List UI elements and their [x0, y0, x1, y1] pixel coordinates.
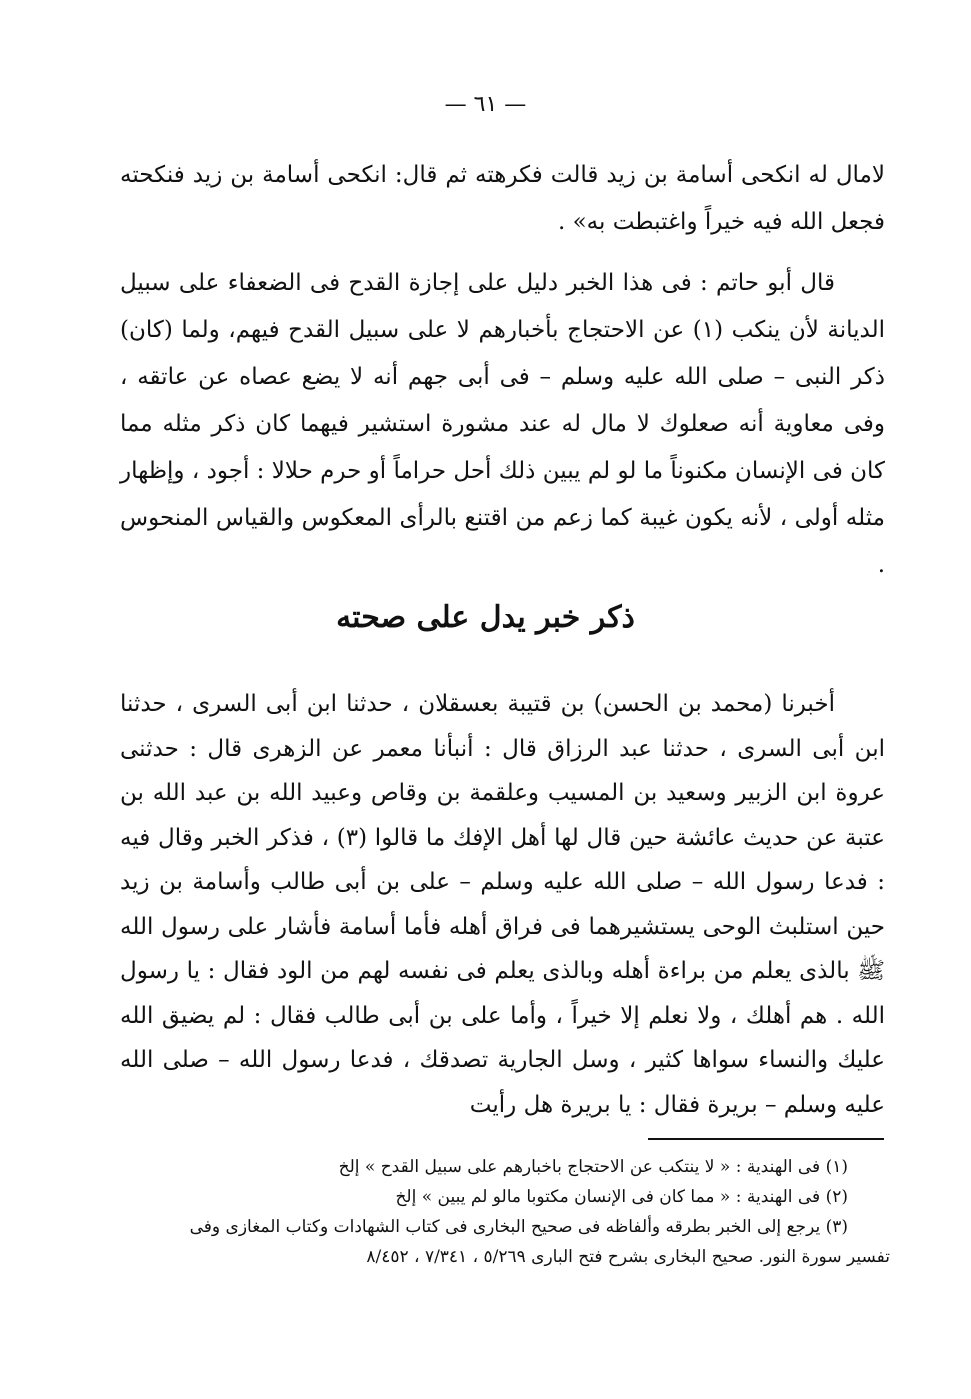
paragraph-hadith: أخبرنا (محمد بن الحسن) بن قتيبة بعسقلان ، حدثنا ابن أبى السرى ، حدثنا ابن أبى السرى ، حدثنا عبد الرزاق قال : أنبأنا معمر عن الزهرى قال : حدثنى عروة ابن الزبير وسعيد بن المسيب وعلقمة بن وقاص وعبيد الله بن عبد الله بن عتبة عن حديث عائشة حين قال لها أهل الإفك ما قالوا (٣) ، فذكر الخبر وقال فيه : فدعا رسول الله – صلى الله عليه وسلم – على بن أبى طالب وأسامة بن زيد حين استلبث الوحى يستشيرهما فى فراق أهله فأما أسامة فأشار على رسول الله ﷺ بالذى يعلم من براءة أهله وبالذى يعلم فى نفسه لهم من الود فقال : يا رسول الله . هم أهلك ، ولا نعلم إلا خيراً ، وأما على بن أبى طالب فقال : لم يضيق الله عليك والنساء سواها كثير ، وسل الجارية تصدقك ، فدعا رسول الله – صلى الله عليه وسلم – بريرة فقال : يا بريرة هل رأيت	[120, 691, 885, 1118]
footnotes	[110, 1152, 890, 1272]
page-number: — ٦١ —	[444, 92, 527, 117]
paragraph-abu-hatim: قال أبو حاتم : فى هذا الخبر دليل على إجازة القدح فى الضعفاء على سبيل الديانة لأن ينكب (١) عن الاحتجاج بأخبارهم لا على سبيل القدح فيهم، ولما (كان) ذكر النبى – صلى الله عليه وسلم – فى أبى جهم أنه لا يضع عصاه عن عاتقه ، وفى معاوية أنه صعلوك لا مال له عند مشورة استشير فيهما كان ذكر مثله مما كان فى الإنسان مكنوناً ما لو لم يبين ذلك أحل حراماً أو حرم حلالا : أجود ، وإظهار مثله أولى ، لأنه يكون غيبة كما زعم من اقتنع بالرأى المعكوس والقياس المنحوس .	[120, 270, 885, 578]
paragraph-continuation: لامال له انكحى أسامة بن زيد قالت فكرهته ثم قال: انكحى أسامة بن زيد فنكحته فجعل الله فيه خيراً واغتبطت به» .	[120, 162, 885, 235]
footnote-2: (٢) فى الهندية : « مما كان فى الإنسان مكتوبا مالو لم يبين » إلخ	[395, 1187, 848, 1207]
footnote-1: (١) فى الهندية : « لا ينتكب عن الاحتجاج باخبارهم على سبيل القدح » إلخ	[338, 1157, 848, 1177]
footnote-3-continuation: تفسير سورة النور. صحيح البخارى بشرح فتح البارى ٥/٢٦٩ ، ٧/٣٤١ ، ٨/٤٥٢	[366, 1247, 890, 1267]
footnote-divider	[648, 1138, 884, 1140]
footnote-3: (٣) يرجع إلى الخبر بطرقه وألفاظه فى صحيح البخارى فى كتاب الشهادات وكتاب المغازى وفى	[189, 1217, 848, 1237]
section-heading: ذكر خبر يدل على صحته	[336, 600, 635, 635]
